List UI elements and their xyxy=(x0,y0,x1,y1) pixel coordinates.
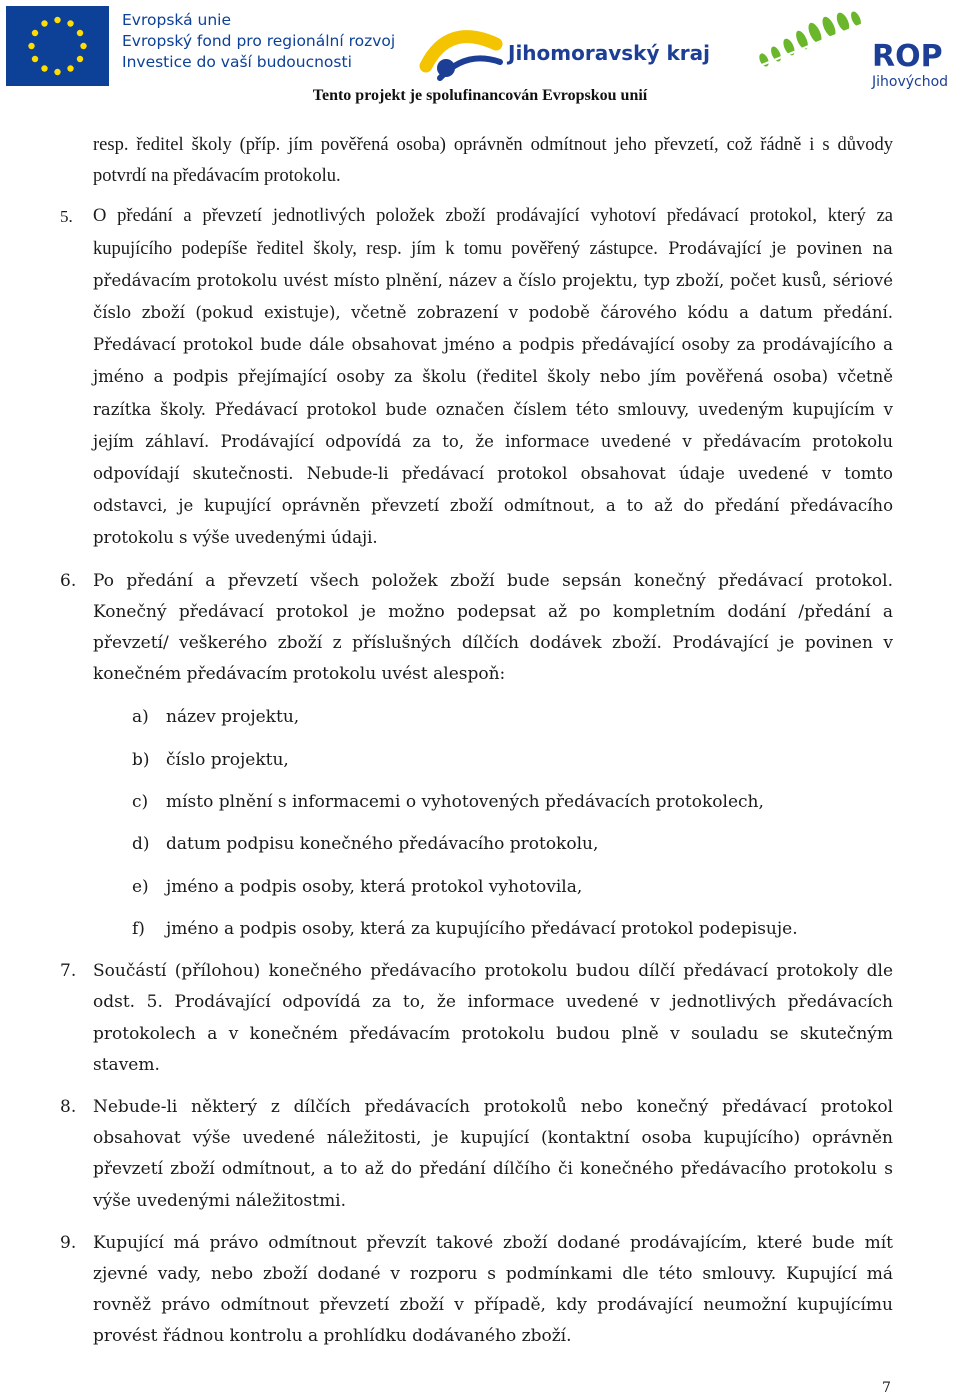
list-item xyxy=(132,745,960,787)
list-letter: b) xyxy=(132,749,150,770)
clause-5-text: Prodávající je povinen na předávacím protokolu uvést místo plnění, název a číslo projektu, typ zboží, počet kusů, sériové číslo zboží (pokud existuje), včetně zobrazení v podobě čárového kódu a datum předání. Předávací protokol bude dále obsahovat jméno a podpis předávající osoby za prodávajícího a jméno a podpis přejímající osoby za školu (ředitel školy nebo jím pověřená osoba) včetně razítka školy. Předávací protokol bude označen číslem této smlouvy, uvedeným kupujícím v jejím záhlaví. Prodávající odpovídá za to, že informace uvedené v předávacím protokolu odpovídají skutečnosti. Nebude-li předávací protokol obsahovat údaje uvedené v tomto odstavci, je kupující oprávněn převzetí zboží odmítnout, a to až do předání předávacího protokolu s výše uvedenými údaji. xyxy=(93,238,893,548)
clause-7-text: Součástí (přílohou) konečného předávacího protokolu budou dílčí předávací protokoly dle odst. 5. Prodávající odpovídá za to, že informace uvedené v jednotlivých předávacích protokolech a v konečném předávacím protokolu budou plně v souladu se skutečným stavem. xyxy=(93,961,893,1075)
clause-5-first-sentence: O předání a převzetí jednotlivých položek zboží prodávající vyhotoví předávací protokol, který za kupujícího podepíše ředitel školy, resp. jím k tomu pověřený zástupce. xyxy=(93,206,893,259)
rop-title: ROP xyxy=(872,39,943,74)
clause-9 xyxy=(0,1228,960,1353)
list-text: číslo projektu, xyxy=(166,749,289,770)
list-item xyxy=(132,787,960,829)
eu-flag-logo xyxy=(6,6,109,86)
continuation-paragraph: resp. ředitel školy (příp. jím pověřená osoba) oprávněn odmítnout jeho převzetí, což řádně i s důvody potvrdí na předávacím protokolu. xyxy=(93,135,893,187)
list-letter: e) xyxy=(132,876,149,897)
clause-number: 7. xyxy=(60,961,77,982)
rop-logo xyxy=(756,10,866,70)
clause-9-text: Kupující má právo odmítnout převzít takové zboží dodané prodávajícím, které bude mít zjevné vady, nebo zboží dodané v rozporu s podmínkami dle této smlouvy. Kupující má rovněž právo odmítnout převzetí zboží v případě, kdy prodávající neumožní kupujícímu provést řádnou kontrolu a prohlídku dodávaného zboží. xyxy=(93,1232,893,1347)
clause-5 xyxy=(0,201,960,554)
list-item xyxy=(132,829,960,871)
clause-number: 6. xyxy=(60,570,77,591)
list-item xyxy=(132,702,960,744)
page-header xyxy=(0,0,960,110)
clause-7 xyxy=(0,956,960,1081)
list-text: jméno a podpis osoby, která protokol vyhotovila, xyxy=(166,876,583,897)
clause-6 xyxy=(0,566,960,691)
list-text: název projektu, xyxy=(166,707,300,728)
eu-fund-text xyxy=(122,10,395,73)
clause-8-text: Nebude-li některý z dílčích předávacích protokolů nebo konečný předávací protokol obsahovat výše uvedené náležitosti, je kupující (kontaktní osoba kupujícího) oprávněn převzetí zboží odmítnout, a to až do předání dílčího či konečného předávacího protokolu s výše uvedenými náležitostmi. xyxy=(93,1097,893,1211)
list-item xyxy=(132,872,960,914)
region-name: Jihomoravský kraj xyxy=(508,41,710,65)
eu-line-2: Evropský fond pro regionální rozvoj xyxy=(122,32,396,50)
clause-8 xyxy=(0,1092,960,1217)
list-text: místo plnění s informacemi o vyhotovených předávacích protokolech, xyxy=(166,792,764,813)
list-letter: a) xyxy=(132,707,149,728)
eu-line-1: Evropská unie xyxy=(122,11,232,29)
clause-number: 8. xyxy=(60,1097,77,1118)
document-body xyxy=(0,130,960,1353)
list-letter: d) xyxy=(132,834,150,855)
jihomoravsky-kraj-logo xyxy=(418,20,508,86)
list-text: jméno a podpis osoby, která za kupujícího předávací protokol podepisuje. xyxy=(166,918,798,939)
clause-6-sublist xyxy=(132,702,960,956)
eu-line-3: Investice do vaší budoucnosti xyxy=(122,53,352,71)
list-letter: c) xyxy=(132,792,149,813)
clause-number: 5. xyxy=(60,207,73,227)
rop-subtitle: Jihovýchod xyxy=(872,74,949,90)
page-number: 7 xyxy=(882,1380,891,1396)
clause-number: 9. xyxy=(60,1232,77,1253)
list-text: datum podpisu konečného předávacího protokolu, xyxy=(166,834,599,855)
list-letter: f) xyxy=(132,918,145,939)
clause-6-text: Po předání a převzetí všech položek zboží bude sepsán konečný předávací protokol. Konečný předávací protokol je možno podepsat až po kompletním dodání /předání a převzetí/ veškerého zboží z příslušných dílčích dodávek zboží. Prodávající je povinen v konečném předávacím protokolu uvést alespoň: xyxy=(93,570,893,685)
list-item xyxy=(132,914,960,956)
cofinancing-statement: Tento projekt je spolufinancován Evropskou unií xyxy=(312,87,648,104)
